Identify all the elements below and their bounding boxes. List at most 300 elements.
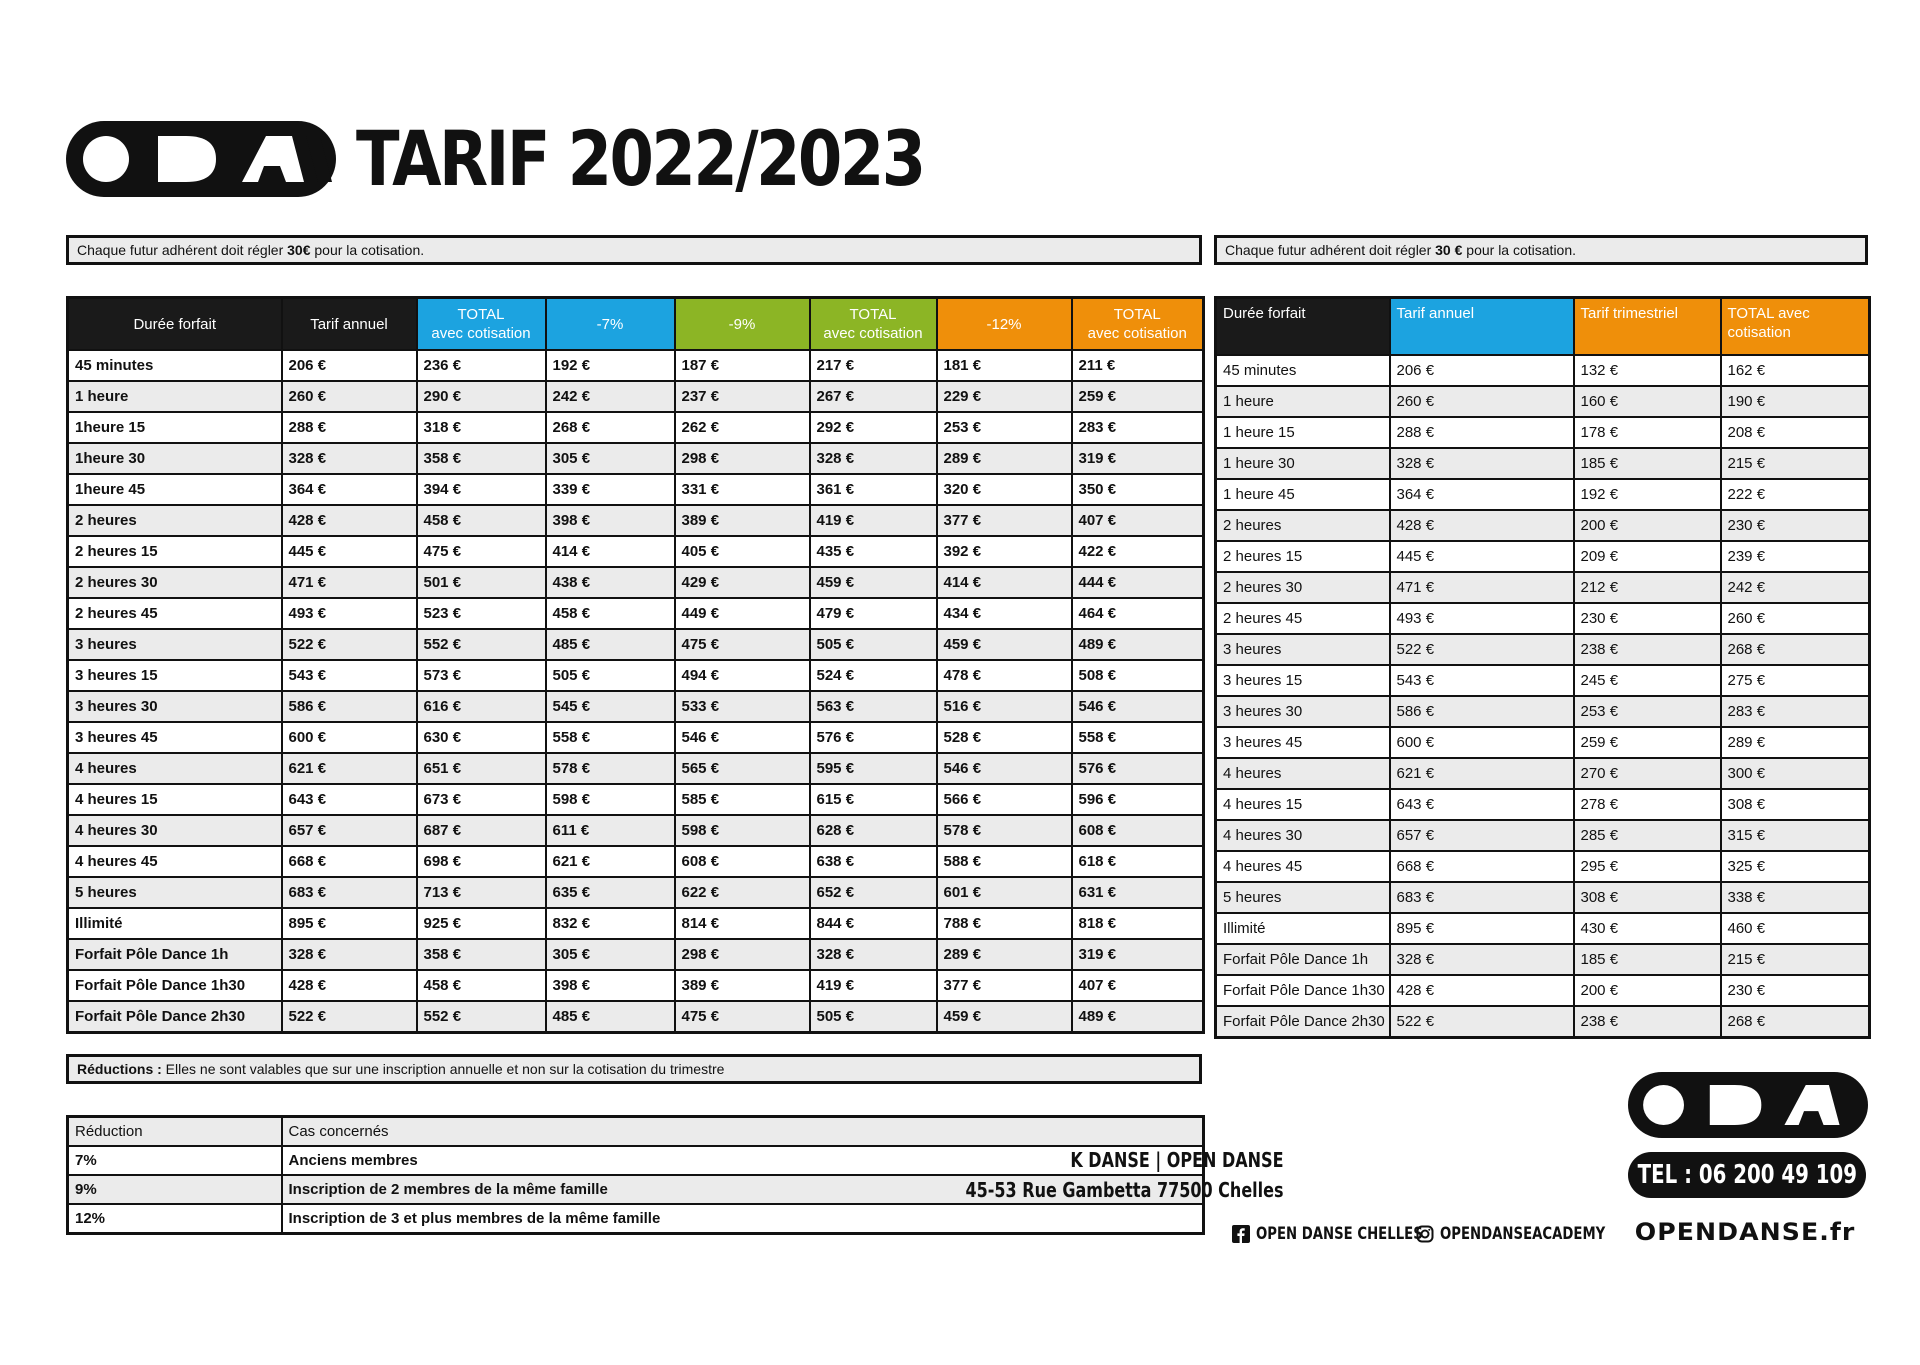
price-cell: 522 €	[282, 1001, 417, 1033]
price-cell: 319 €	[1072, 443, 1204, 474]
price-cell: 398 €	[546, 970, 675, 1001]
row-label: 3 heures 15	[68, 660, 282, 691]
table-row	[68, 505, 1204, 536]
price-cell: 586 €	[1390, 696, 1574, 727]
note-amount: 30 €	[1435, 242, 1463, 258]
table-row	[1216, 510, 1870, 541]
price-cell: 494 €	[675, 660, 810, 691]
price-cell: 566 €	[937, 784, 1072, 815]
price-cell: 239 €	[1721, 541, 1870, 572]
reduction-rate: 7%	[68, 1146, 282, 1175]
price-cell: 814 €	[675, 908, 810, 939]
price-cell: 576 €	[810, 722, 937, 753]
price-cell: 419 €	[810, 505, 937, 536]
row-label: 4 heures	[1216, 758, 1390, 789]
row-label: 2 heures 30	[68, 567, 282, 598]
reduction-rate: 12%	[68, 1204, 282, 1234]
price-cell: 578 €	[546, 753, 675, 784]
trimester-price-table	[1214, 296, 1871, 1039]
table-row	[68, 908, 1204, 939]
price-cell: 588 €	[937, 846, 1072, 877]
price-cell: 444 €	[1072, 567, 1204, 598]
price-cell: 325 €	[1721, 851, 1870, 882]
price-cell: 253 €	[937, 412, 1072, 443]
price-cell: 422 €	[1072, 536, 1204, 567]
price-cell: 601 €	[937, 877, 1072, 908]
price-cell: 132 €	[1574, 355, 1721, 386]
price-cell: 364 €	[282, 474, 417, 505]
trimester-cotisation-note	[1214, 235, 1868, 265]
column-header: Tarif annuel	[1390, 298, 1574, 356]
price-cell: 673 €	[417, 784, 546, 815]
price-cell: 489 €	[1072, 1001, 1204, 1033]
price-cell: 546 €	[1072, 691, 1204, 722]
price-cell: 178 €	[1574, 417, 1721, 448]
table-row	[1216, 634, 1870, 665]
price-cell: 211 €	[1072, 350, 1204, 381]
contact-info	[886, 1145, 1284, 1205]
price-cell: 192 €	[1574, 479, 1721, 510]
price-cell: 331 €	[675, 474, 810, 505]
price-cell: 260 €	[1390, 386, 1574, 417]
price-cell: 505 €	[810, 1001, 937, 1033]
table-row	[68, 350, 1204, 381]
price-cell: 585 €	[675, 784, 810, 815]
price-cell: 668 €	[282, 846, 417, 877]
oda-logo	[66, 121, 336, 197]
price-cell: 414 €	[937, 567, 1072, 598]
price-cell: 844 €	[810, 908, 937, 939]
price-cell: 278 €	[1574, 789, 1721, 820]
price-cell: 459 €	[937, 1001, 1072, 1033]
table-row	[68, 939, 1204, 970]
price-cell: 508 €	[1072, 660, 1204, 691]
column-header: Durée forfait	[1216, 298, 1390, 356]
facebook-icon	[1232, 1225, 1250, 1243]
price-cell: 459 €	[937, 629, 1072, 660]
row-label: 4 heures 15	[68, 784, 282, 815]
price-cell: 190 €	[1721, 386, 1870, 417]
price-cell: 895 €	[1390, 913, 1574, 944]
price-cell: 237 €	[675, 381, 810, 412]
price-cell: 268 €	[1721, 634, 1870, 665]
price-cell: 407 €	[1072, 970, 1204, 1001]
price-cell: 563 €	[810, 691, 937, 722]
price-cell: 289 €	[1721, 727, 1870, 758]
price-cell: 596 €	[1072, 784, 1204, 815]
school-names: K DANSE | OPEN DANSE	[1070, 1148, 1284, 1172]
price-cell: 493 €	[282, 598, 417, 629]
row-label: 3 heures 30	[1216, 696, 1390, 727]
price-cell: 522 €	[1390, 634, 1574, 665]
price-cell: 200 €	[1574, 975, 1721, 1006]
reduction-rate: 9%	[68, 1175, 282, 1204]
table-row	[1216, 541, 1870, 572]
row-label: 1 heure 15	[1216, 417, 1390, 448]
row-label: 4 heures	[68, 753, 282, 784]
price-cell: 328 €	[282, 443, 417, 474]
price-cell: 268 €	[1721, 1006, 1870, 1038]
price-cell: 578 €	[937, 815, 1072, 846]
table-row	[68, 381, 1204, 412]
price-cell: 598 €	[675, 815, 810, 846]
price-cell: 818 €	[1072, 908, 1204, 939]
price-cell: 925 €	[417, 908, 546, 939]
table-row	[1216, 448, 1870, 479]
column-header: -7%	[546, 298, 675, 351]
price-cell: 242 €	[1721, 572, 1870, 603]
table-row	[68, 970, 1204, 1001]
price-cell: 622 €	[675, 877, 810, 908]
price-cell: 389 €	[675, 970, 810, 1001]
row-label: 1heure 45	[68, 474, 282, 505]
column-header: TOTAL avec cotisation	[417, 298, 546, 351]
row-label: 2 heures	[1216, 510, 1390, 541]
table-row	[1216, 355, 1870, 386]
row-label: Illimité	[68, 908, 282, 939]
row-label: Forfait Pôle Dance 1h30	[68, 970, 282, 1001]
reductions-note	[66, 1054, 1202, 1084]
price-cell: 543 €	[1390, 665, 1574, 696]
table-row	[1216, 944, 1870, 975]
price-cell: 621 €	[1390, 758, 1574, 789]
price-cell: 558 €	[546, 722, 675, 753]
price-cell: 315 €	[1721, 820, 1870, 851]
price-cell: 185 €	[1574, 944, 1721, 975]
price-cell: 160 €	[1574, 386, 1721, 417]
price-cell: 471 €	[282, 567, 417, 598]
price-cell: 275 €	[1721, 665, 1870, 696]
table-row	[1216, 479, 1870, 510]
price-cell: 430 €	[1574, 913, 1721, 944]
row-label: 4 heures 30	[68, 815, 282, 846]
price-cell: 209 €	[1574, 541, 1721, 572]
price-cell: 192 €	[546, 350, 675, 381]
column-header: Durée forfait	[68, 298, 282, 351]
reductions-label: Réductions :	[77, 1061, 162, 1077]
price-cell: 208 €	[1721, 417, 1870, 448]
price-cell: 608 €	[1072, 815, 1204, 846]
price-cell: 289 €	[937, 939, 1072, 970]
price-cell: 407 €	[1072, 505, 1204, 536]
row-label: 5 heures	[68, 877, 282, 908]
price-cell: 290 €	[417, 381, 546, 412]
website-link: OPENDANSE.fr	[1634, 1218, 1856, 1246]
facebook-handle[interactable]: OPEN DANSE CHELLES	[1256, 1224, 1423, 1244]
oda-logo-small	[1628, 1072, 1868, 1138]
price-cell: 358 €	[417, 443, 546, 474]
price-cell: 545 €	[546, 691, 675, 722]
price-cell: 478 €	[937, 660, 1072, 691]
table-row	[1216, 727, 1870, 758]
price-cell: 200 €	[1574, 510, 1721, 541]
reduction-rate: Réduction	[68, 1117, 282, 1147]
note-text-end: pour la cotisation.	[310, 242, 425, 258]
price-cell: 576 €	[1072, 753, 1204, 784]
price-cell: 283 €	[1072, 412, 1204, 443]
price-cell: 419 €	[810, 970, 937, 1001]
price-cell: 631 €	[1072, 877, 1204, 908]
instagram-handle[interactable]: OPENDANSEACADEMY	[1440, 1224, 1606, 1244]
price-cell: 328 €	[810, 443, 937, 474]
price-cell: 259 €	[1574, 727, 1721, 758]
price-cell: 460 €	[1721, 913, 1870, 944]
row-label: 3 heures	[68, 629, 282, 660]
table-row	[68, 1001, 1204, 1033]
row-label: 2 heures 45	[68, 598, 282, 629]
price-cell: 259 €	[1072, 381, 1204, 412]
price-cell: 458 €	[546, 598, 675, 629]
price-cell: 429 €	[675, 567, 810, 598]
row-label: 45 minutes	[68, 350, 282, 381]
price-cell: 475 €	[675, 1001, 810, 1033]
price-cell: 253 €	[1574, 696, 1721, 727]
price-cell: 268 €	[546, 412, 675, 443]
price-cell: 405 €	[675, 536, 810, 567]
note-amount: 30€	[287, 242, 311, 258]
row-label: 2 heures 45	[1216, 603, 1390, 634]
price-cell: 485 €	[546, 1001, 675, 1033]
price-cell: 230 €	[1721, 510, 1870, 541]
price-cell: 611 €	[546, 815, 675, 846]
price-cell: 238 €	[1574, 1006, 1721, 1038]
row-label: 1 heure 45	[1216, 479, 1390, 510]
price-cell: 657 €	[282, 815, 417, 846]
price-cell: 459 €	[810, 567, 937, 598]
price-cell: 414 €	[546, 536, 675, 567]
price-cell: 558 €	[1072, 722, 1204, 753]
price-cell: 651 €	[417, 753, 546, 784]
price-cell: 298 €	[675, 443, 810, 474]
table-row	[1216, 820, 1870, 851]
price-cell: 289 €	[937, 443, 1072, 474]
table-row	[68, 660, 1204, 691]
price-cell: 586 €	[282, 691, 417, 722]
price-cell: 523 €	[417, 598, 546, 629]
price-cell: 471 €	[1390, 572, 1574, 603]
price-cell: 522 €	[1390, 1006, 1574, 1038]
table-row	[68, 753, 1204, 784]
price-cell: 283 €	[1721, 696, 1870, 727]
row-label: 3 heures 30	[68, 691, 282, 722]
table-row	[68, 412, 1204, 443]
column-header: TOTAL avec cotisation	[1721, 298, 1870, 356]
note-text-end: pour la cotisation.	[1462, 242, 1577, 258]
table-row	[68, 443, 1204, 474]
note-text: Chaque futur adhérent doit régler	[77, 242, 288, 258]
price-cell: 608 €	[675, 846, 810, 877]
price-cell: 328 €	[1390, 448, 1574, 479]
price-cell: 187 €	[675, 350, 810, 381]
price-cell: 489 €	[1072, 629, 1204, 660]
price-cell: 285 €	[1574, 820, 1721, 851]
price-cell: 445 €	[1390, 541, 1574, 572]
price-cell: 643 €	[1390, 789, 1574, 820]
price-cell: 398 €	[546, 505, 675, 536]
column-header: -9%	[675, 298, 810, 351]
table-row	[68, 598, 1204, 629]
price-cell: 428 €	[1390, 975, 1574, 1006]
row-label: 2 heures 15	[68, 536, 282, 567]
price-cell: 683 €	[1390, 882, 1574, 913]
price-cell: 394 €	[417, 474, 546, 505]
price-cell: 230 €	[1574, 603, 1721, 634]
phone-number: TEL : 06 200 49 109	[1637, 1160, 1857, 1190]
price-cell: 328 €	[810, 939, 937, 970]
price-cell: 600 €	[282, 722, 417, 753]
price-cell: 668 €	[1390, 851, 1574, 882]
price-cell: 270 €	[1574, 758, 1721, 789]
price-cell: 543 €	[282, 660, 417, 691]
row-label: 4 heures 45	[68, 846, 282, 877]
table-row	[1216, 386, 1870, 417]
price-cell: 389 €	[675, 505, 810, 536]
table-row	[68, 691, 1204, 722]
table-row	[1216, 851, 1870, 882]
price-cell: 288 €	[1390, 417, 1574, 448]
row-label: 45 minutes	[1216, 355, 1390, 386]
price-cell: 185 €	[1574, 448, 1721, 479]
reduction-case: Inscription de 2 membres de la même famille	[282, 1175, 1204, 1204]
price-cell: 435 €	[810, 536, 937, 567]
price-cell: 501 €	[417, 567, 546, 598]
table-row	[68, 784, 1204, 815]
row-label: 1 heure	[1216, 386, 1390, 417]
price-cell: 552 €	[417, 1001, 546, 1033]
price-cell: 215 €	[1721, 944, 1870, 975]
price-cell: 505 €	[810, 629, 937, 660]
price-cell: 522 €	[282, 629, 417, 660]
reductions-text: Elles ne sont valables que sur une inscription annuelle et non sur la cotisation du trimestre	[161, 1061, 725, 1077]
price-cell: 288 €	[282, 412, 417, 443]
price-cell: 595 €	[810, 753, 937, 784]
price-cell: 428 €	[282, 505, 417, 536]
table-row	[68, 567, 1204, 598]
price-cell: 267 €	[810, 381, 937, 412]
price-cell: 895 €	[282, 908, 417, 939]
table-row	[68, 722, 1204, 753]
row-label: 2 heures	[68, 505, 282, 536]
table-row	[1216, 758, 1870, 789]
price-cell: 229 €	[937, 381, 1072, 412]
price-cell: 493 €	[1390, 603, 1574, 634]
price-cell: 615 €	[810, 784, 937, 815]
price-cell: 464 €	[1072, 598, 1204, 629]
price-cell: 236 €	[417, 350, 546, 381]
price-cell: 657 €	[1390, 820, 1574, 851]
price-cell: 230 €	[1721, 975, 1870, 1006]
price-cell: 222 €	[1721, 479, 1870, 510]
price-cell: 449 €	[675, 598, 810, 629]
row-label: 1heure 15	[68, 412, 282, 443]
price-cell: 434 €	[937, 598, 1072, 629]
price-cell: 162 €	[1721, 355, 1870, 386]
row-label: Illimité	[1216, 913, 1390, 944]
price-cell: 546 €	[675, 722, 810, 753]
table-row	[68, 846, 1204, 877]
price-cell: 533 €	[675, 691, 810, 722]
price-cell: 621 €	[282, 753, 417, 784]
row-label: 3 heures 15	[1216, 665, 1390, 696]
price-cell: 475 €	[417, 536, 546, 567]
price-cell: 308 €	[1721, 789, 1870, 820]
price-cell: 458 €	[417, 505, 546, 536]
header	[66, 114, 1032, 203]
price-cell: 505 €	[546, 660, 675, 691]
table-row	[1216, 913, 1870, 944]
price-cell: 618 €	[1072, 846, 1204, 877]
note-text: Chaque futur adhérent doit régler	[1225, 242, 1436, 258]
table-row	[1216, 603, 1870, 634]
row-label: 3 heures 45	[1216, 727, 1390, 758]
price-cell: 295 €	[1574, 851, 1721, 882]
reduction-case: Cas concernés	[282, 1117, 1204, 1147]
price-cell: 598 €	[546, 784, 675, 815]
price-cell: 438 €	[546, 567, 675, 598]
website[interactable]	[1620, 1218, 1870, 1246]
annual-cotisation-note	[66, 235, 1202, 265]
price-cell: 212 €	[1574, 572, 1721, 603]
price-cell: 308 €	[1574, 882, 1721, 913]
column-header: TOTAL avec cotisation	[1072, 298, 1204, 351]
row-label: Forfait Pôle Dance 2h30	[1216, 1006, 1390, 1038]
table-row	[68, 877, 1204, 908]
price-cell: 475 €	[675, 629, 810, 660]
price-cell: 245 €	[1574, 665, 1721, 696]
column-header: Tarif annuel	[282, 298, 417, 351]
annual-price-table	[66, 296, 1205, 1034]
price-cell: 242 €	[546, 381, 675, 412]
row-label: Forfait Pôle Dance 1h	[68, 939, 282, 970]
price-cell: 628 €	[810, 815, 937, 846]
price-cell: 573 €	[417, 660, 546, 691]
reduction-case: Anciens membres	[282, 1146, 1204, 1175]
price-cell: 698 €	[417, 846, 546, 877]
price-cell: 350 €	[1072, 474, 1204, 505]
row-label: Forfait Pôle Dance 1h	[1216, 944, 1390, 975]
price-cell: 552 €	[417, 629, 546, 660]
column-header: TOTAL avec cotisation	[810, 298, 937, 351]
price-cell: 546 €	[937, 753, 1072, 784]
address: 45-53 Rue Gambetta 77500 Chelles	[965, 1178, 1284, 1202]
price-cell: 713 €	[417, 877, 546, 908]
row-label: 1 heure	[68, 381, 282, 412]
price-cell: 600 €	[1390, 727, 1574, 758]
table-row	[1216, 665, 1870, 696]
price-cell: 298 €	[675, 939, 810, 970]
row-label: Forfait Pôle Dance 2h30	[68, 1001, 282, 1033]
page-title: TARIF 2022/2023	[356, 114, 924, 203]
price-cell: 565 €	[675, 753, 810, 784]
table-row	[68, 815, 1204, 846]
price-cell: 260 €	[1721, 603, 1870, 634]
row-label: 4 heures 30	[1216, 820, 1390, 851]
table-row	[1216, 1006, 1870, 1038]
price-cell: 638 €	[810, 846, 937, 877]
price-cell: 832 €	[546, 908, 675, 939]
price-cell: 479 €	[810, 598, 937, 629]
row-label: 5 heures	[1216, 882, 1390, 913]
price-cell: 377 €	[937, 970, 1072, 1001]
price-cell: 305 €	[546, 939, 675, 970]
row-label: 3 heures	[1216, 634, 1390, 665]
table-row	[1216, 417, 1870, 448]
price-cell: 305 €	[546, 443, 675, 474]
price-cell: 262 €	[675, 412, 810, 443]
column-header: Tarif trimestriel	[1574, 298, 1721, 356]
phone-badge[interactable]	[1628, 1152, 1866, 1198]
reduction-case: Inscription de 3 et plus membres de la même famille	[282, 1204, 1204, 1234]
